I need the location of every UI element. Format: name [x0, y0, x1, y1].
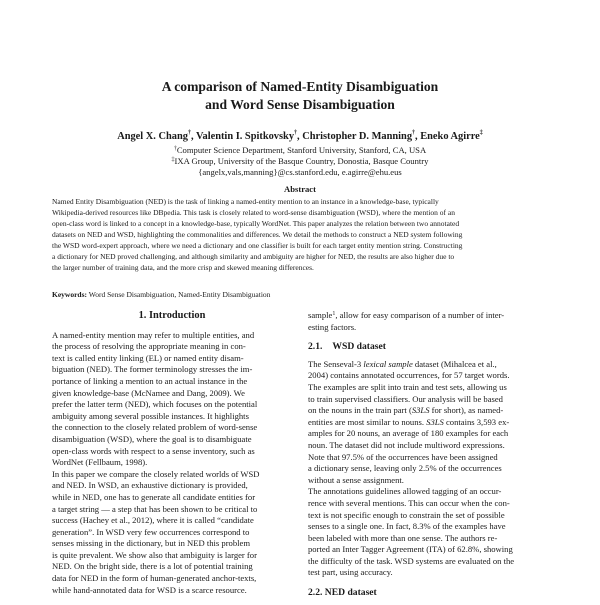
text-line — [308, 310, 548, 322]
affiliation-2-mark: ‡ — [171, 157, 175, 163]
text-line: A named-entity mention may refer to multiple entities, and — [52, 329, 255, 340]
subsection-name: WSD dataset — [332, 341, 386, 353]
text-run: contains 3,593 ex- — [443, 416, 510, 427]
text-line: ambiguity among several possible instances. It highlights — [52, 410, 249, 421]
intro-paragraph-2 — [52, 469, 292, 597]
keywords — [52, 290, 270, 299]
abstract-line: datasets on NED and WSD, highlighting the commonalities and differences. We detail the methods to construct a NED system following — [52, 230, 463, 239]
text-line: The annotations guidelines allowed tagging of an occur- — [308, 486, 502, 497]
abstract-body — [52, 196, 549, 273]
text-line: NED. On the bright side, there is a lot of potential training — [52, 561, 253, 572]
text-line: portance of linking a mention to an actual instance in the — [52, 375, 248, 386]
author-list — [0, 131, 600, 142]
text-line: senses missing in the dictionary, but in NED this problem — [52, 538, 251, 549]
text-line: prefer the latter term (NED), which focuses on the potential — [52, 399, 258, 410]
abstract-line: a dictionary for NED proved challenging, and although similarity and ambiguity are higher for NED, the results are also higher due to — [52, 252, 455, 261]
text-line: 2004) contains annotated occurrences, for 57 target words. — [308, 370, 510, 381]
author-3: , Christopher D. Manning — [297, 131, 413, 142]
text-line: the difficulty of the task. WSD systems are evaluated on the — [308, 555, 515, 566]
text-line — [308, 359, 548, 371]
text-line: a dictionary sense, leaving only 2.5% of the occurrences — [308, 463, 502, 474]
text-line: ported an Inter Tagger Agreement (ITA) of 62.8%, showing — [308, 544, 513, 555]
affiliation-2-text: IXA Group, University of the Basque Country, Donostia, Basque Country — [174, 156, 429, 166]
text-line — [308, 417, 548, 429]
text-line: noun. The dataset did not include multiword expressions. — [308, 439, 505, 450]
author-1: Angel X. Chang — [117, 131, 188, 142]
text-line: WordNet (Fellbaum, 1998). — [52, 457, 148, 468]
text-line — [308, 405, 548, 417]
text-line: senses to a single one. In fact, 8.3% of the examples have — [308, 521, 506, 532]
subsection-title-ned-dataset: 2.2. NED dataset — [308, 587, 377, 599]
subsection-title-wsd-dataset — [308, 341, 548, 353]
text-line: success (Hachey et al., 2012), where it is called “candidate — [52, 515, 254, 526]
text-line: In this paper we compare the closely related worlds of WSD — [52, 468, 260, 479]
text-line: open-class words with respect to a sense inventory, such as — [52, 445, 255, 456]
text-line: is quite prevalent. We show also that ambiguity is larger for — [52, 549, 257, 560]
author-4: , Eneko Agirre — [415, 131, 480, 142]
text-line: the process of resolving the appropriate meaning in con- — [52, 341, 246, 352]
affiliations — [0, 145, 600, 178]
text-line: test part, using accuracy. — [308, 567, 393, 578]
text-line: while hand-annotated data for WSD is a scarce resource. — [52, 584, 247, 595]
text-line: a target string — a step that has been shown to be critical to — [52, 503, 258, 514]
right-column — [308, 310, 548, 605]
abstract-line: Wikipedia-derived resources like DBpedia. This task is closely related to word-sense disambiguation (WSD), where the mention of an — [52, 208, 455, 217]
text-line: amples for 20 nouns, an average of 180 examples for each — [308, 428, 509, 439]
affiliation-1 — [0, 145, 600, 156]
text-run: dataset (Mihalcea et al., — [412, 358, 497, 369]
title-line-2: and Word Sense Disambiguation — [205, 97, 395, 112]
text-line: esting factors. — [308, 321, 357, 332]
left-column — [52, 310, 292, 596]
keywords-text: Word Sense Disambiguation, Named-Entity Disambiguation — [87, 290, 271, 299]
author-2: , Valentin I. Spitkovsky — [190, 131, 295, 142]
italic-term: S3LS — [411, 405, 430, 416]
sample-rest: , allow for easy comparison of a number of inter- — [335, 310, 505, 320]
abstract-line: Named Entity Disambiguation (NED) is the task of linking a named-entity mention to an instance in a knowledge-base, typically — [52, 197, 439, 206]
section-title-introduction: 1. Introduction — [138, 310, 206, 321]
text-line: without a sense assignment. — [308, 474, 404, 485]
text-line: while in NED, one has to generate all candidate entities for — [52, 491, 256, 502]
text-line: biguation (NED). The former terminology stresses the im- — [52, 364, 253, 375]
author-1-mark: † — [187, 130, 191, 136]
text-run: on the nouns in the train part ( — [308, 405, 412, 416]
text-line: the connection to the closely related problem of word-sense — [52, 422, 258, 433]
author-3-mark: † — [412, 130, 416, 136]
affiliation-1-text: Computer Science Department, Stanford University, Stanford, CA, USA — [176, 145, 427, 155]
author-2-mark: † — [294, 130, 298, 136]
text-line: data for NED in the form of human-generated anchor-texts, — [52, 573, 257, 584]
text-line: text is not specific enough to constrain the set of possible — [308, 509, 505, 520]
text-line: and NED. In WSD, an exhaustive dictionary is provided, — [52, 480, 248, 491]
author-emails: {angelx,vals,manning}@cs.stanford.edu, e.agirre@ehu.eus — [198, 167, 402, 177]
intro-paragraph-1 — [52, 330, 292, 469]
text-line: been labeled with more than one sense. The authors re- — [308, 532, 498, 543]
text-line: The examples are split into train and test sets, allowing us — [308, 381, 507, 392]
affiliation-1-mark: † — [173, 146, 177, 152]
abstract-line: open-class word is linked to a concept in a knowledge-base, typically WordNet. This paper analyzes the relation between two annotated — [52, 219, 460, 228]
keywords-label: Keywords: — [52, 290, 87, 299]
text-line: text is called entity linking (EL) or named entity disam- — [52, 352, 244, 363]
title-line-1: A comparison of Named-Entity Disambiguation — [161, 79, 439, 94]
sample-word: sample — [308, 310, 333, 320]
wsd-paragraph-1 — [308, 359, 548, 487]
text-run: entities are most similar to nouns. — [308, 416, 427, 427]
italic-term: S3LS — [426, 416, 444, 427]
wsd-paragraph-2 — [308, 486, 548, 579]
subsection-number: 2.1. — [308, 341, 323, 353]
text-line: to train supervised classifiers. Our analysis will be based — [308, 393, 503, 404]
text-line: rence with several mentions. This can occur when the con- — [308, 497, 510, 508]
affiliation-2 — [0, 156, 600, 167]
footnote-mark: 1 — [332, 311, 336, 317]
abstract-line: the larger number of training data, and the more crisp and skewed meaning differences. — [52, 263, 314, 272]
text-run: for short), as named- — [429, 405, 504, 416]
text-line: given knowledge-base (McNamee and Dang, 2009). We — [52, 387, 245, 398]
text-line: disambiguation (WSD), where the goal is to disambiguate — [52, 433, 252, 444]
text-line: Note that 97.5% of the occurrences have been assigned — [308, 451, 498, 462]
text-line: generation”. In WSD very few occurrences correspond to — [52, 526, 250, 537]
abstract-heading: Abstract — [284, 184, 316, 194]
abstract-line: the WSD word-expert approach, where we need a dictionary and one classifier is built for each target entity mention string. Constructing — [52, 241, 463, 250]
italic-term: lexical sample — [363, 358, 413, 369]
author-4-mark: ‡ — [479, 130, 483, 136]
text-run: The Senseval-3 — [308, 358, 364, 369]
paper-title — [0, 78, 600, 114]
